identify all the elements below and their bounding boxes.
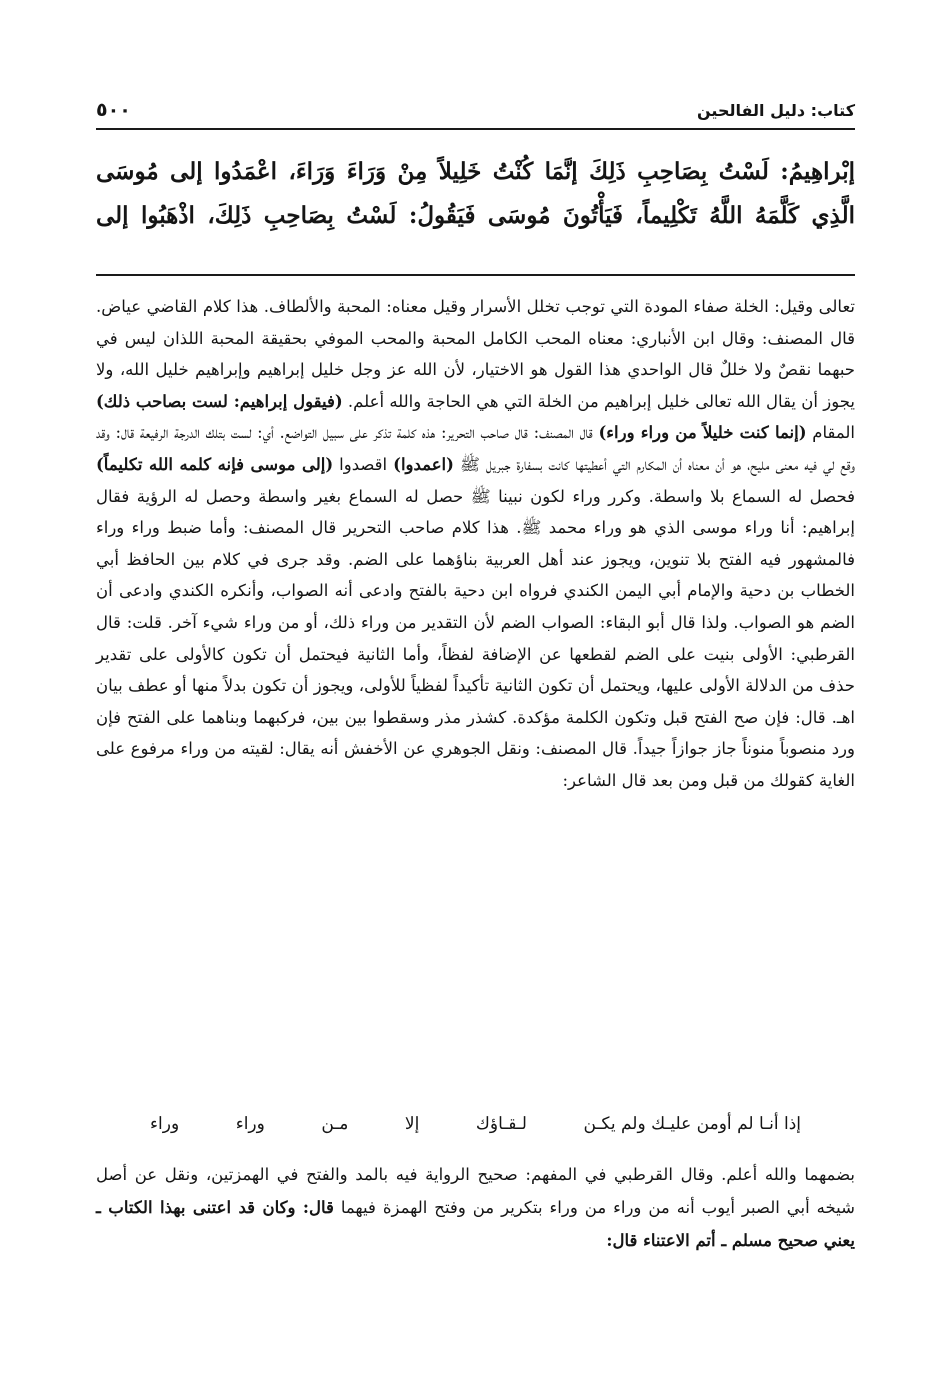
quoted-hadith-phrase: (فيقول إبراهيم: لست بصاحب ذلك) — [96, 391, 343, 411]
hadith-text: إبْراهِيمُ: لَسْتُ بِصَاحِبِ ذَلِكَ إنَّمَا كُنْتُ خَلِيلاً مِنْ وَرَاءَ وَرَاءَ، اعْمَدُوا إلى مُوسَى الَّذِي كَلَّمَهُ اللَّهُ تَكْلِيماً، فَيَأْتُونَ مُوسَى فَيَقُولُ: لَسْتُ بِصَاحِبِ ذَلِكَ، اذْهَبُوا إلى — [96, 158, 855, 229]
closing-bold-text: قال: وكان قد اعتنى بهذا الكتاب ـ يعني صحيح مسلم ـ أتم الاعتناء قال: — [96, 1198, 855, 1250]
closing-paragraph — [96, 1158, 855, 1257]
verse-word: مـن — [321, 1114, 349, 1134]
page-number: ٥٠٠ — [96, 99, 131, 121]
commentary-text: المقام — [806, 423, 855, 443]
running-header — [96, 92, 855, 130]
poetry-verse — [150, 1106, 801, 1142]
commentary-text: تعالى وقيل: الخلة صفاء المودة التي توجب تخلل الأسرار وقيل معناه: المحبة والألطاف. هذا كلام القاضي عياض. قال المصنف: وقال ابن الأنباري: معناه المحب الكامل المحبة والمحب الموفي بحقيقة المحبة اللذان ليس في حبهما نقصٌ ولا خللٌ قال الواحدي هذا القول هو الاختيار، لأن الله عز وجل خليل إبراهيم وإبراهيم خليل الله، ولا يجوز أن يقال الله تعالى خليل إبراهيم من الخلة التي هي الحاجة والله أعلم. — [96, 297, 855, 411]
commentary-text: اقصدوا — [333, 454, 394, 474]
commentary-text: فحصل له السماع بلا واسطة. وكرر وراء لكون نبينا ﷺ حصل له السماع بغير واسطة وحصل له الرؤية فقال إبراهيم: أنا وراء موسى الذي هو وراء محمد ﷺ. هذا كلام صاحب التحرير قال المصنف: وأما ضبط وراء وراء فالمشهور فيه الفتح بلا تنوين، ويجوز عند أهل العربية بناؤهما على الضم. وقد جرى في كلام بين الحافظ أبي الخطاب بن دحية والإمام أبي اليمن الكندي فرواه ابن دحية بالفتح وادعى أنه الصواب، وأنكره الكندي وادعى أن الضم هو الصواب. ولذا قال أبو البقاء: الصواب الضم لأن التقدير من وراء ذلك، أو من وراء شيء آخر. قلت: قال القرطبي: الأولى بنيت على الضم لقطعها عن الإضافة لفظاً، وأما الثانية فيحتمل أن تكون كالأولى على تقدير حذف من الدلالة الأولى عليها، ويحتمل أن تكون الثانية تأكيداً لفظياً للأولى، ويجوز أن تكون بدلاً منها أو عطف بيان اهـ. قال: فإن صح الفتح قبل وتكون الكلمة مؤكدة. كشذر مذر وسقطوا بين بين، فركبهما وبناهما على الفتح فإن ورد منصوباً منوناً جاز جوازاً جيداً. قال المصنف: ونقل الجوهري عن الأخفش أنه يقال: لقيته من وراء مرفوع على الغاية كقولك من قبل ومن بعد قال الشاعر: — [96, 486, 855, 790]
quoted-hadith-phrase: (إنما كنت خليلاً من وراء وراء) — [598, 423, 807, 443]
verse-word: إلا — [404, 1114, 420, 1134]
quoted-hadith-phrase: (إلى موسى فإنه كلمه الله تكليماً) — [96, 454, 334, 474]
separator-rule — [96, 274, 855, 276]
verse-first-hemistich: إذا أنـا لم أومن عليـك ولم يكـن — [583, 1114, 801, 1134]
book-title: كتاب: دليل الفالحين — [697, 100, 855, 120]
commentary-text: قال المصنف: قال صاحب التحرير: هذه كلمة تذكر على سبيل التواضع. أي: لست بتلك الدرجة الرفيعة قال: وقد وقع لي فيه معنى مليح، هو أن معناه أن المكارم التي أعطيتها كانت بسفارة جبريل ﷺ — [96, 423, 855, 474]
closing-text: بضمهما والله أعلم. وقال القرطبي في المفهم: صحيح الرواية فيه بالمد والفتح في الهمزتين، ونقل عن أصل شيخه أبي الصبر أيوب أنه من وراء من وراء بتكرير من وفتح الهمزة فيهما — [96, 1165, 855, 1217]
quoted-hadith-phrase: (اعمدوا) — [393, 454, 454, 474]
commentary-block — [96, 291, 855, 797]
verse-word: وراء — [235, 1114, 265, 1134]
verse-word: لـقـاؤك — [475, 1114, 527, 1134]
verse-word: وراء — [150, 1114, 180, 1134]
